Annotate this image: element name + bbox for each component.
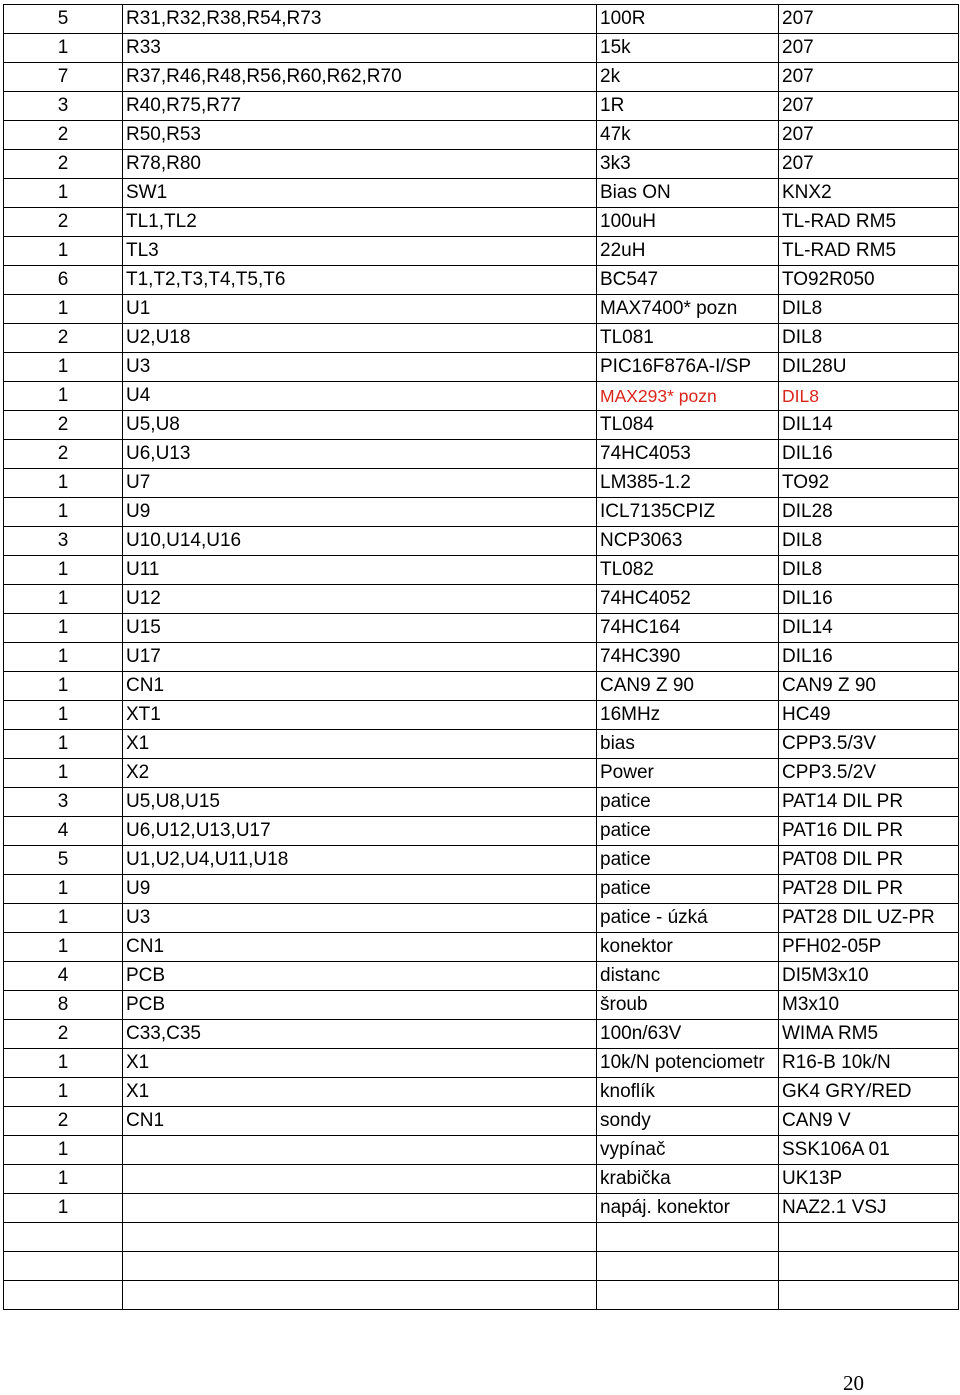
reference-cell: C33,C35: [123, 1020, 597, 1049]
table-row: [4, 34, 959, 63]
reference-cell: U17: [123, 643, 597, 672]
reference-cell: U5,U8,U15: [123, 788, 597, 817]
qty-cell: 1: [4, 1049, 123, 1078]
reference-cell: X1: [123, 1078, 597, 1107]
package-cell: 207: [779, 63, 959, 92]
reference-cell: R33: [123, 34, 597, 63]
package-cell: TO92R050: [779, 266, 959, 295]
reference-cell: CN1: [123, 1107, 597, 1136]
table-row: [4, 1223, 959, 1252]
value-cell: 100R: [597, 5, 779, 34]
qty-cell: 2: [4, 208, 123, 237]
reference-cell: PCB: [123, 991, 597, 1020]
value-cell: [597, 1223, 779, 1252]
qty-cell: 1: [4, 498, 123, 527]
table-row: [4, 643, 959, 672]
qty-cell: 3: [4, 527, 123, 556]
package-cell: NAZ2.1 VSJ: [779, 1194, 959, 1223]
qty-cell: 7: [4, 63, 123, 92]
qty-cell: 4: [4, 962, 123, 991]
value-cell: 2k: [597, 63, 779, 92]
reference-cell: U9: [123, 875, 597, 904]
reference-cell: U6,U12,U13,U17: [123, 817, 597, 846]
reference-cell: R40,R75,R77: [123, 92, 597, 121]
table-row: [4, 353, 959, 382]
bom-table: [3, 4, 959, 1310]
qty-cell: 1: [4, 875, 123, 904]
table-row: [4, 150, 959, 179]
package-cell: CAN9 Z 90: [779, 672, 959, 701]
qty-cell: 3: [4, 788, 123, 817]
value-cell: vypínač: [597, 1136, 779, 1165]
bom-table-body: [4, 5, 959, 1310]
package-cell: DIL28: [779, 498, 959, 527]
value-cell: Bias ON: [597, 179, 779, 208]
reference-cell: [123, 1194, 597, 1223]
qty-cell: 1: [4, 759, 123, 788]
table-row: [4, 614, 959, 643]
table-row: [4, 933, 959, 962]
table-row: [4, 701, 959, 730]
package-cell: 207: [779, 150, 959, 179]
reference-cell: CN1: [123, 672, 597, 701]
qty-cell: 1: [4, 237, 123, 266]
table-row: [4, 1280, 959, 1309]
value-cell: PIC16F876A-I/SP: [597, 353, 779, 382]
value-cell: 15k: [597, 34, 779, 63]
package-cell: DIL16: [779, 643, 959, 672]
qty-cell: 1: [4, 585, 123, 614]
package-cell: 207: [779, 34, 959, 63]
reference-cell: U11: [123, 556, 597, 585]
value-cell: [597, 1280, 779, 1309]
table-row: [4, 788, 959, 817]
package-cell: DIL14: [779, 411, 959, 440]
table-row: [4, 266, 959, 295]
package-cell: [779, 1251, 959, 1280]
package-cell: PFH02-05P: [779, 933, 959, 962]
table-row: [4, 411, 959, 440]
value-cell: 74HC4053: [597, 440, 779, 469]
value-cell: LM385-1.2: [597, 469, 779, 498]
reference-cell: U12: [123, 585, 597, 614]
value-cell: CAN9 Z 90: [597, 672, 779, 701]
value-cell: NCP3063: [597, 527, 779, 556]
qty-cell: 1: [4, 614, 123, 643]
package-cell: PAT28 DIL UZ-PR: [779, 904, 959, 933]
table-row: [4, 1078, 959, 1107]
table-row: [4, 904, 959, 933]
package-cell: PAT16 DIL PR: [779, 817, 959, 846]
package-cell: M3x10: [779, 991, 959, 1020]
package-cell: PAT08 DIL PR: [779, 846, 959, 875]
package-cell: 207: [779, 121, 959, 150]
package-cell: SSK106A 01: [779, 1136, 959, 1165]
reference-cell: U4: [123, 382, 597, 411]
value-cell: 100n/63V: [597, 1020, 779, 1049]
value-cell: 10k/N potenciometr: [597, 1049, 779, 1078]
value-cell: patice: [597, 846, 779, 875]
value-cell: distanc: [597, 962, 779, 991]
package-cell: TO92: [779, 469, 959, 498]
table-row: [4, 1251, 959, 1280]
reference-cell: [123, 1165, 597, 1194]
table-row: [4, 1136, 959, 1165]
value-cell: BC547: [597, 266, 779, 295]
table-row: [4, 208, 959, 237]
package-cell: R16-B 10k/N: [779, 1049, 959, 1078]
table-row: [4, 1020, 959, 1049]
value-cell: šroub: [597, 991, 779, 1020]
value-cell: ICL7135CPIZ: [597, 498, 779, 527]
reference-cell: R31,R32,R38,R54,R73: [123, 5, 597, 34]
qty-cell: 2: [4, 440, 123, 469]
qty-cell: 1: [4, 1194, 123, 1223]
reference-cell: [123, 1136, 597, 1165]
qty-cell: 1: [4, 469, 123, 498]
qty-cell: 1: [4, 1165, 123, 1194]
package-cell: PAT28 DIL PR: [779, 875, 959, 904]
qty-cell: 6: [4, 266, 123, 295]
package-cell: DIL16: [779, 440, 959, 469]
qty-cell: 2: [4, 150, 123, 179]
value-cell: 22uH: [597, 237, 779, 266]
qty-cell: 1: [4, 34, 123, 63]
value-cell: napáj. konektor: [597, 1194, 779, 1223]
table-row: [4, 730, 959, 759]
table-row: [4, 875, 959, 904]
value-cell: 74HC164: [597, 614, 779, 643]
qty-cell: [4, 1280, 123, 1309]
package-cell: DIL8: [779, 527, 959, 556]
value-cell: 1R: [597, 92, 779, 121]
reference-cell: TL1,TL2: [123, 208, 597, 237]
package-cell: CAN9 V: [779, 1107, 959, 1136]
qty-cell: 1: [4, 179, 123, 208]
reference-cell: U7: [123, 469, 597, 498]
reference-cell: [123, 1251, 597, 1280]
reference-cell: XT1: [123, 701, 597, 730]
package-cell: 207: [779, 5, 959, 34]
table-row: [4, 121, 959, 150]
table-row: [4, 382, 959, 411]
value-cell: 100uH: [597, 208, 779, 237]
reference-cell: U9: [123, 498, 597, 527]
qty-cell: 5: [4, 5, 123, 34]
qty-cell: 1: [4, 1136, 123, 1165]
table-row: [4, 498, 959, 527]
qty-cell: 1: [4, 643, 123, 672]
value-cell: knoflík: [597, 1078, 779, 1107]
package-cell: DIL16: [779, 585, 959, 614]
value-cell: 16MHz: [597, 701, 779, 730]
package-cell: GK4 GRY/RED: [779, 1078, 959, 1107]
reference-cell: U10,U14,U16: [123, 527, 597, 556]
value-cell: patice: [597, 788, 779, 817]
qty-cell: 2: [4, 324, 123, 353]
value-cell: 74HC390: [597, 643, 779, 672]
qty-cell: 1: [4, 672, 123, 701]
qty-cell: 1: [4, 1078, 123, 1107]
package-cell: UK13P: [779, 1165, 959, 1194]
package-cell: PAT14 DIL PR: [779, 788, 959, 817]
qty-cell: 1: [4, 701, 123, 730]
reference-cell: U6,U13: [123, 440, 597, 469]
reference-cell: U5,U8: [123, 411, 597, 440]
qty-cell: 3: [4, 92, 123, 121]
table-row: [4, 5, 959, 34]
package-cell: [779, 1280, 959, 1309]
table-row: [4, 846, 959, 875]
qty-cell: 1: [4, 353, 123, 382]
reference-cell: CN1: [123, 933, 597, 962]
value-cell: MAX7400* pozn: [597, 295, 779, 324]
package-cell: KNX2: [779, 179, 959, 208]
package-cell: TL-RAD RM5: [779, 208, 959, 237]
package-cell: 207: [779, 92, 959, 121]
reference-cell: SW1: [123, 179, 597, 208]
value-cell: Power: [597, 759, 779, 788]
package-cell: [779, 1223, 959, 1252]
reference-cell: U1: [123, 295, 597, 324]
reference-cell: T1,T2,T3,T4,T5,T6: [123, 266, 597, 295]
qty-cell: [4, 1251, 123, 1280]
table-row: [4, 817, 959, 846]
table-row: [4, 527, 959, 556]
qty-cell: 1: [4, 556, 123, 585]
table-row: [4, 1165, 959, 1194]
qty-cell: 1: [4, 730, 123, 759]
qty-cell: 2: [4, 1107, 123, 1136]
table-row: [4, 469, 959, 498]
reference-cell: R37,R46,R48,R56,R60,R62,R70: [123, 63, 597, 92]
table-row: [4, 179, 959, 208]
table-row: [4, 1194, 959, 1223]
qty-cell: 1: [4, 295, 123, 324]
value-cell: patice: [597, 875, 779, 904]
value-cell: 3k3: [597, 150, 779, 179]
reference-cell: [123, 1280, 597, 1309]
value-cell: 47k: [597, 121, 779, 150]
table-row: [4, 962, 959, 991]
package-cell: TL-RAD RM5: [779, 237, 959, 266]
value-cell: [597, 1251, 779, 1280]
qty-cell: 1: [4, 382, 123, 411]
table-row: [4, 1107, 959, 1136]
reference-cell: U1,U2,U4,U11,U18: [123, 846, 597, 875]
reference-cell: R50,R53: [123, 121, 597, 150]
qty-cell: 5: [4, 846, 123, 875]
table-row: [4, 237, 959, 266]
value-cell: 74HC4052: [597, 585, 779, 614]
value-cell: patice: [597, 817, 779, 846]
qty-cell: 1: [4, 933, 123, 962]
value-cell: TL081: [597, 324, 779, 353]
table-row: [4, 585, 959, 614]
table-row: [4, 92, 959, 121]
page-number: 20: [843, 1371, 864, 1395]
table-row: [4, 295, 959, 324]
value-cell: TL084: [597, 411, 779, 440]
table-row: [4, 440, 959, 469]
table-row: [4, 1049, 959, 1078]
package-cell: DI5M3x10: [779, 962, 959, 991]
package-cell: DIL28U: [779, 353, 959, 382]
qty-cell: 2: [4, 121, 123, 150]
value-cell: MAX293* pozn: [597, 382, 779, 411]
reference-cell: U2,U18: [123, 324, 597, 353]
table-row: [4, 324, 959, 353]
table-row: [4, 991, 959, 1020]
package-cell: DIL8: [779, 382, 959, 411]
qty-cell: 2: [4, 411, 123, 440]
package-cell: DIL8: [779, 295, 959, 324]
reference-cell: U3: [123, 904, 597, 933]
package-cell: DIL8: [779, 556, 959, 585]
table-row: [4, 759, 959, 788]
reference-cell: U3: [123, 353, 597, 382]
reference-cell: X2: [123, 759, 597, 788]
reference-cell: TL3: [123, 237, 597, 266]
qty-cell: 1: [4, 904, 123, 933]
value-cell: TL082: [597, 556, 779, 585]
value-cell: krabička: [597, 1165, 779, 1194]
table-row: [4, 63, 959, 92]
package-cell: DIL14: [779, 614, 959, 643]
package-cell: CPP3.5/3V: [779, 730, 959, 759]
reference-cell: R78,R80: [123, 150, 597, 179]
value-cell: sondy: [597, 1107, 779, 1136]
table-row: [4, 556, 959, 585]
package-cell: HC49: [779, 701, 959, 730]
qty-cell: 2: [4, 1020, 123, 1049]
package-cell: CPP3.5/2V: [779, 759, 959, 788]
reference-cell: X1: [123, 1049, 597, 1078]
qty-cell: [4, 1223, 123, 1252]
value-cell: bias: [597, 730, 779, 759]
qty-cell: 4: [4, 817, 123, 846]
reference-cell: U15: [123, 614, 597, 643]
value-cell: patice - úzká: [597, 904, 779, 933]
table-row: [4, 672, 959, 701]
reference-cell: PCB: [123, 962, 597, 991]
package-cell: WIMA RM5: [779, 1020, 959, 1049]
reference-cell: [123, 1223, 597, 1252]
reference-cell: X1: [123, 730, 597, 759]
package-cell: DIL8: [779, 324, 959, 353]
qty-cell: 8: [4, 991, 123, 1020]
value-cell: konektor: [597, 933, 779, 962]
